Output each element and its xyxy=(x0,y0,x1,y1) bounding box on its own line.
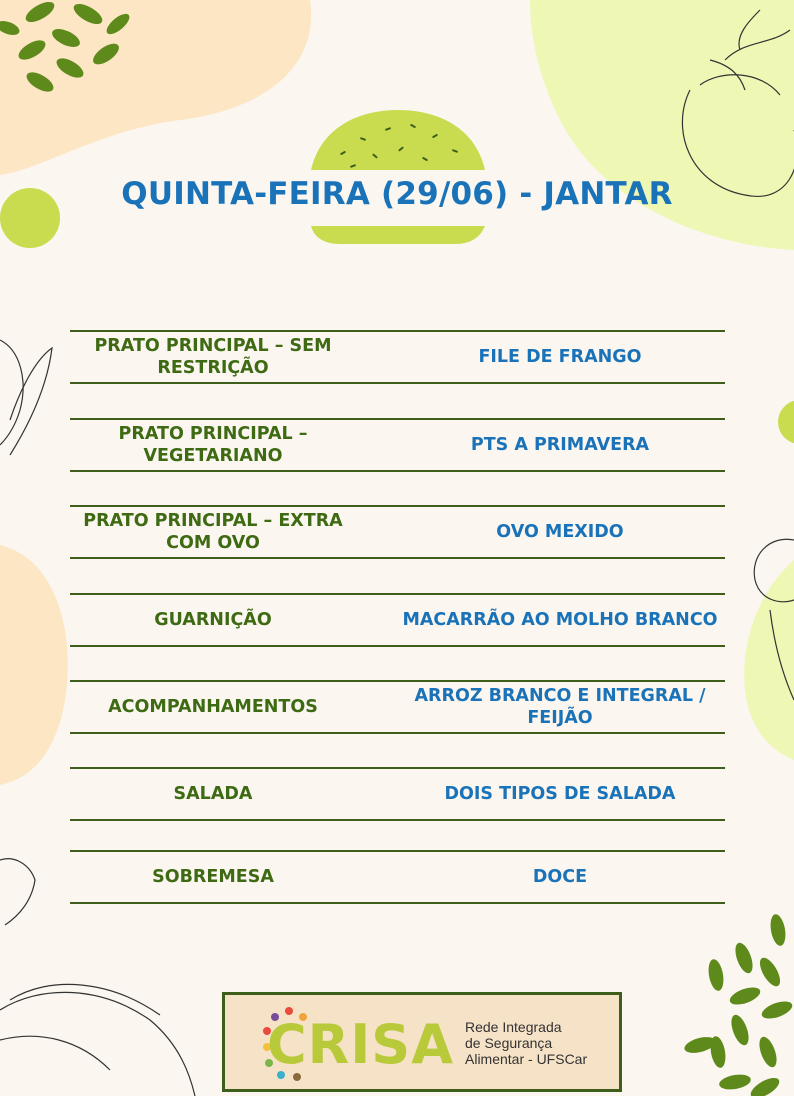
menu-row xyxy=(70,593,725,647)
peach-blob-left xyxy=(0,545,68,785)
menu-row-value: FILE DE FRANGO xyxy=(478,347,642,367)
menu-row xyxy=(70,330,725,384)
menu-row xyxy=(70,850,725,904)
menu-row-label: PRATO PRINCIPAL – SEM RESTRIÇÃO xyxy=(94,336,332,378)
menu-row-value: ARROZ BRANCO E INTEGRAL / FEIJÃO xyxy=(414,686,706,728)
green-blob-top xyxy=(530,0,794,250)
menu-row-label: PRATO PRINCIPAL – VEGETARIANO xyxy=(118,424,308,466)
menu-row-label: SALADA xyxy=(173,784,253,804)
title-pill-top xyxy=(311,110,485,170)
menu-row xyxy=(70,680,725,734)
taco-illustration xyxy=(0,984,195,1096)
menu-row-label: SOBREMESA xyxy=(152,867,274,887)
crisa-subtitle-line: de Segurança xyxy=(465,1035,553,1051)
title-pill-bottom xyxy=(311,226,485,244)
leaf-cluster-bottom-right xyxy=(683,913,794,1096)
menu-row xyxy=(70,505,725,559)
menu-row-label: ACOMPANHAMENTOS xyxy=(108,697,318,717)
menu-row-value: DOCE xyxy=(532,867,588,887)
menu-row-value: MACARRÃO AO MOLHO BRANCO xyxy=(402,610,718,630)
menu-row xyxy=(70,767,725,821)
crisa-subtitle xyxy=(465,1019,615,1067)
menu-row-label: PRATO PRINCIPAL – EXTRA COM OVO xyxy=(83,511,343,553)
crisa-subtitle-line: Rede Integrada xyxy=(465,1019,562,1035)
menu-row xyxy=(70,418,725,472)
menu-row-value: OVO MEXIDO xyxy=(496,522,624,542)
green-dot-right xyxy=(778,400,794,444)
menu-row-value: DOIS TIPOS DE SALADA xyxy=(444,784,676,804)
menu-row-label: GUARNIÇÃO xyxy=(154,610,272,630)
crisa-subtitle-line: Alimentar - UFSCar xyxy=(465,1051,588,1067)
crisa-logo xyxy=(222,992,622,1092)
green-blob-right xyxy=(744,560,794,760)
crisa-wordmark: CRISA xyxy=(267,1013,454,1076)
menu-row-value: PTS A PRIMAVERA xyxy=(470,435,650,455)
page-title: QUINTA-FEIRA (29/06) - JANTAR xyxy=(121,176,673,212)
